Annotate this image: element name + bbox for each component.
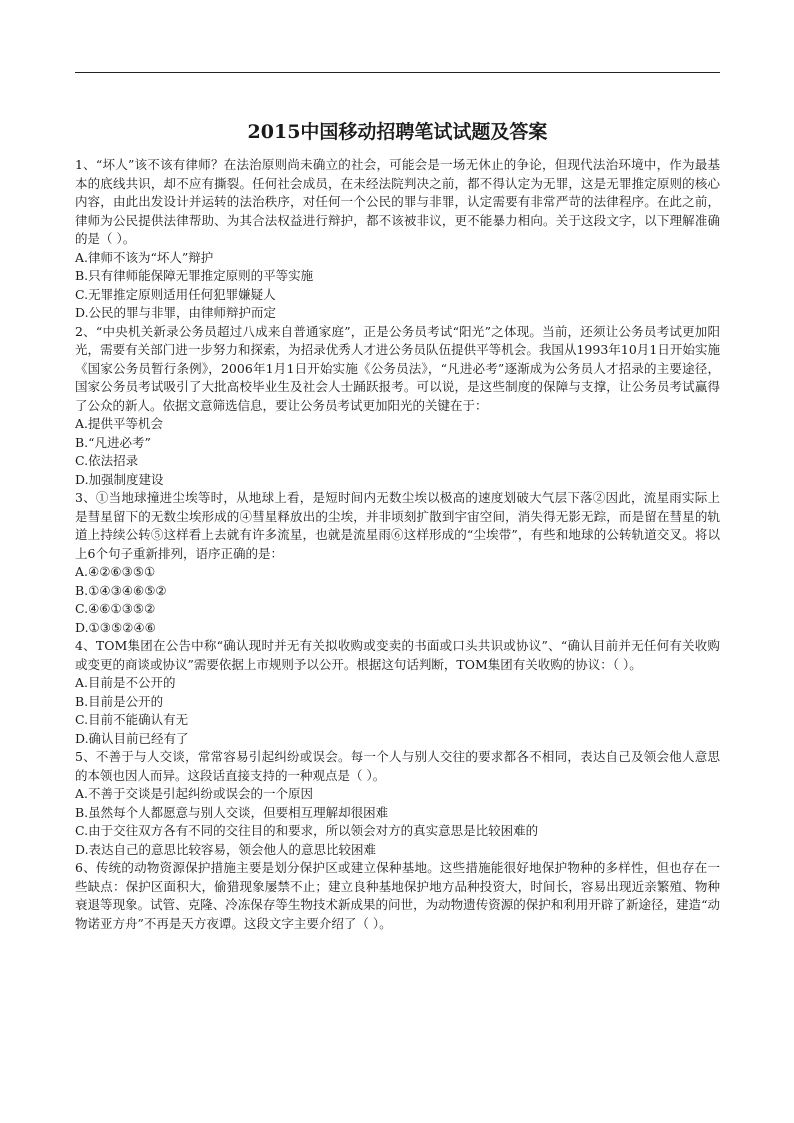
question-5-option-b: B.虽然每个人都愿意与别人交谈，但要相互理解却很困难 (75, 804, 389, 820)
header-rule (75, 72, 720, 73)
question-2-option-c: C.依法招录 (75, 453, 139, 468)
question-5-option-d: D.表达自己的意思比较容易，领会他人的意思比较困难 (75, 841, 377, 857)
question-2-option-d: D.加强制度建设 (75, 471, 164, 487)
question-3-option-a: A.④②⑥③⑤① (75, 564, 156, 579)
question-3-option-d: D.①③⑤②④⑥ (75, 619, 156, 635)
question-4-option-c: C.目前不能确认有无 (75, 712, 189, 727)
question-4-option-d: D.确认目前已经有了 (75, 730, 189, 746)
question-4-text: 4、TOM集团在公告中称“确认现时并无有关拟收购或变卖的书面或口头共识或协议”、“确认目前并无任何有关收购或变更的商谈或协议”需要依据上市规则予以公开。根据这句话判断，TOM集团有关收购的协议：（ ）。 (75, 638, 720, 672)
document-title: 2015中国移动招聘笔试试题及答案 (247, 121, 548, 143)
question-6-text: 6、传统的动物资源保护措施主要是划分保护区或建立保种基地。这些措施能很好地保护物种的多样性，但也存在一些缺点：保护区面积大，偷猎现象屡禁不止；建立良种基地保护地方品种投资大，时间长，容易出现近亲繁殖、物种衰退等现象。试管、克隆、冷冻保存等生物技术新成果的问世，为动物遗传资源的保护和利用开辟了新途径，建造“动物诺亚方舟”不再是天方夜谭。这段文字主要介绍了（ ）。 (75, 860, 720, 931)
questions-container (75, 156, 720, 933)
question-1-option-c: C.无罪推定原则适用任何犯罪嫌疑人 (75, 286, 276, 302)
question-2-option-b: B.“凡进必考” (75, 434, 151, 450)
question-2-option-a: A.提供平等机会 (75, 416, 164, 431)
question-5-option-c: C.由于交往双方各有不同的交往目的和要求，所以领会对方的真实意思是比较困难的 (75, 823, 539, 838)
question-1-option-d: D.公民的罪与非罪，由律师辩护而定 (75, 305, 277, 320)
question-4-option-a: A.目前是不公开的 (75, 675, 176, 690)
question-3-option-b: B.①④③④⑥⑤② (75, 582, 167, 598)
question-4-option-b: B.目前是公开的 (75, 693, 164, 709)
question-3-option-c: C.④⑥①③⑤② (75, 601, 156, 616)
question-3-text: 3、①当地球撞进尘埃等时，从地球上看，是短时间内无数尘埃以极高的速度划破大气层下落②因此，流星雨实际上是彗星留下的无数尘埃形成的④彗星释放出的尘埃，并非顷刻扩散到宇宙空间，消失得无影无踪，而是留在彗星的轨道上持续公转⑤这样看上去就有许多流星，也就是流星雨⑥这样形成的“尘埃带”，有些和地球的公转轨道交叉。将以上6个句子重新排列，语序正确的是： (75, 490, 720, 561)
question-1-option-a: A.律师不该为“坏人”辩护 (75, 249, 214, 265)
question-1-option-b: B.只有律师能保障无罪推定原则的平等实施 (75, 268, 314, 283)
question-2-text: 2、“中央机关新录公务员超过八成来自普通家庭”，正是公务员考试“阳光”之体现。当前，还须让公务员考试更加阳光，需要有关部门进一步努力和探索，为招录优秀人才进公务员队伍提供平等机会。我国从1993年10月1日开始实施《国家公务员暂行条例》，2006年1月1日开始实施《公务员法》，“凡进必考”逐渐成为公务员人才招录的主要途径，国家公务员考试吸引了大批高校毕业生及社会人士踊跃报考。可以说，是这些制度的保障与支撑，让公务员考试赢得了公众的新人。依据文意筛选信息，要让公务员考试更加阳光的关键在于： (75, 323, 720, 413)
question-5-text: 5、不善于与人交谈，常常容易引起纠纷或误会。每一个人与别人交往的要求都各不相同，表达自己及领会他人意思的本领也因人而异。这段话直接支持的一种观点是（ ）。 (75, 749, 720, 783)
question-5-option-a: A.不善于交谈是引起纠纷或误会的一个原因 (75, 786, 314, 801)
question-1-text: 1、“坏人”该不该有律师？在法治原则尚未确立的社会，可能会是一场无休止的争论，但现代法治环境中，作为最基本的底线共识，却不应有撕裂。任何社会成员，在未经法院判决之前，都不得认定为无罪，这是无罪推定原则的核心内容，由此出发设计并运转的法治秩序，对任何一个公民的罪与非罪，认定需要有非常严苛的法律程序。在此之前，律师为公民提供法律帮助、为其合法权益进行辩护，都不该被非议，更不能暴力相向。关于这段文字，以下理解准确的是（ ）。 (75, 157, 720, 246)
